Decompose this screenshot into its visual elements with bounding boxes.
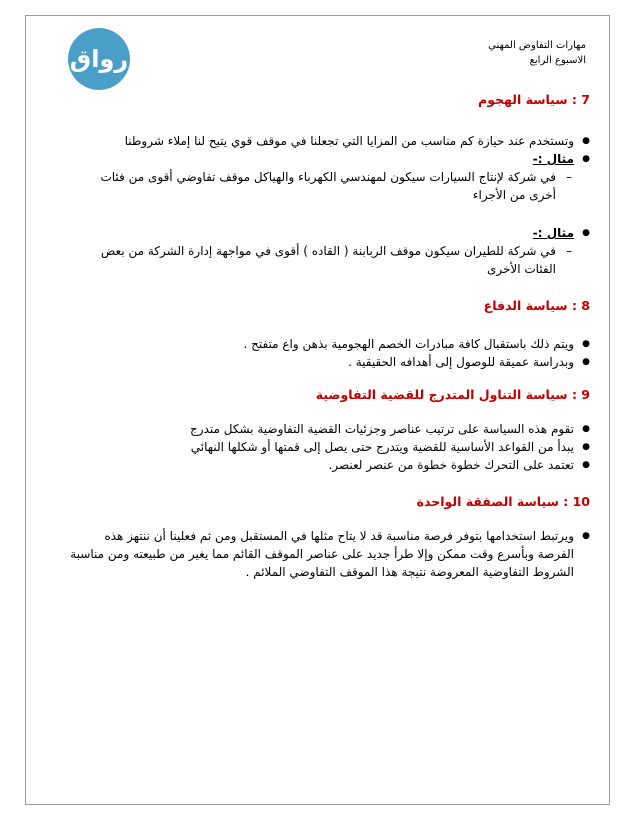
logo-text: رواق (69, 45, 129, 73)
list-item: ● ويتم ذلك باستقبال كافة مبادرات الخصم الهجومية بذهن واع متفتح . (70, 335, 590, 353)
gradual-bullets (70, 420, 590, 474)
page-header (488, 38, 586, 68)
week-label: الاسبوع الرابع (529, 55, 586, 66)
example-text: – في شركة لإنتاج السيارات سيكون لمهندسي الكهرباء والهياكل موقف تفاوضي أقوى من فئات أخرى من الأجراء (70, 168, 574, 204)
rewaq-logo (68, 28, 130, 90)
list-item: ● وتستخدم عند حيازة كم مناسب من المزايا التي تجعلنا في موقف قوي يتيح لنا إملاء شروطنا (70, 132, 590, 150)
document-body (70, 88, 590, 581)
example-item (70, 150, 590, 204)
attack-bullets (70, 132, 590, 278)
section-title-gradual: 9 : سياسة التناول المتدرج للقضية التفاوضية (315, 387, 590, 402)
list-item: ● تعتمد على التحرك خطوة خطوة من عنصر لعنصر. (70, 456, 590, 474)
example-dash-list (70, 168, 574, 204)
example-dash-list (70, 242, 574, 278)
section-title-defense: 8 : سياسة الدفاع (483, 298, 590, 313)
list-item: ● وبدراسة عميقة للوصول إلى أهدافه الحقيقية . (70, 353, 590, 371)
example-item (70, 224, 590, 278)
section-title-single-deal: 10 : سياسة الصفقة الواحدة (416, 494, 590, 509)
list-item: ● يبدأ من القواعد الأساسية للقضية ويتدرج حتى يصل إلى قمتها أو شكلها النهائي (70, 438, 590, 456)
example-label: مثال :- (532, 152, 574, 166)
course-title: مهارات التفاوض المهني (488, 40, 586, 51)
single-deal-bullets (70, 527, 590, 581)
section-title-attack: 7 : سياسة الهجوم (478, 92, 590, 107)
example-label: مثال :- (532, 226, 574, 240)
example-text: – في شركة للطيران سيكون موقف الربابنة ( القاده ) أقوى في مواجهة إدارة الشركة من بعض الفئات الأخرى (70, 242, 574, 278)
list-item: ● ويرتبط استخدامها بتوفر فرصة مناسبة قد لا يتاح مثلها في المستقبل ومن ثم فعلينا أن ننتهز هذه الفرصة وبأسرع وقت ممكن وإلا طرأ جديد على عناصر الموقف القائم مما يغير من طبيعته ومن مناسبة الشروط التفاوضية المعروضة نتيجة هذا الموقف التفاوضي الملائم . (70, 527, 590, 581)
list-item: ● تقوم هذه السياسة على ترتيب عناصر وجزئيات القضية التفاوضية بشكل متدرج (70, 420, 590, 438)
defense-bullets (70, 335, 590, 371)
